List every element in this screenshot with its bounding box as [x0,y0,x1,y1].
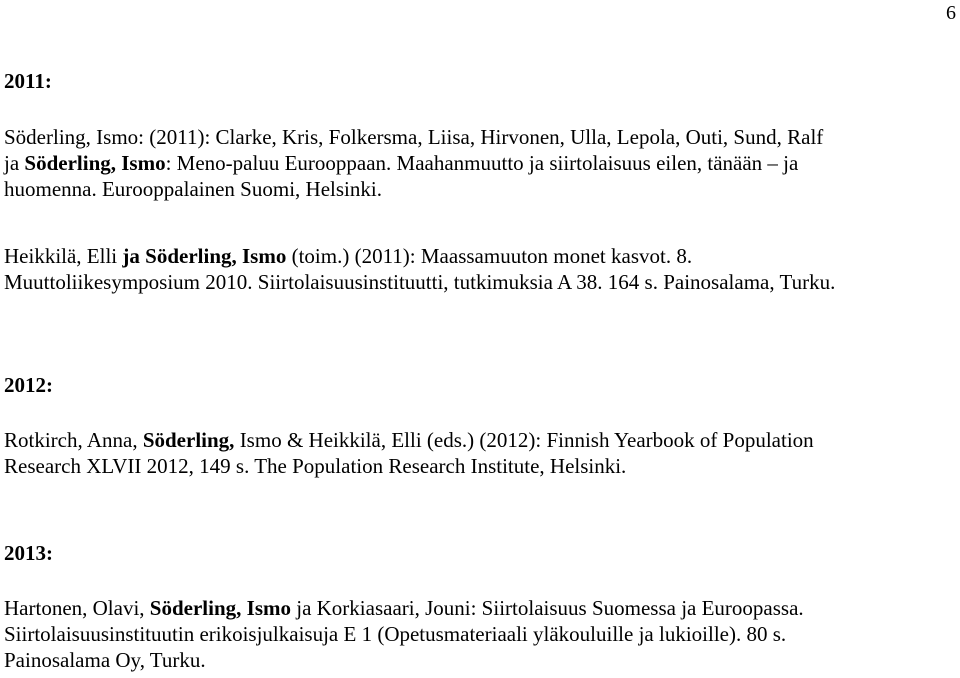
entry-text: Painosalama Oy, Turku. [4,648,206,672]
entry-text: Ismo & Heikkilä, Elli (eds.) (2012): Finnish Yearbook of Population [234,428,814,452]
entry-line [4,150,956,176]
author-name-bold: Söderling, Ismo [24,151,166,175]
bibliography-entry [4,124,956,202]
entry-line [4,595,956,621]
entry-text: : Meno-paluu Eurooppaan. Maahanmuutto ja siirtolaisuus eilen, tänään – ja [165,151,799,175]
bibliography-entry [4,427,956,479]
section-heading-2011: 2011: [4,69,52,93]
page-number: 6 [946,2,956,24]
entry-line [4,243,956,269]
author-name-bold: Söderling, Ismo [149,596,291,620]
entry-text: ja Korkiasaari, Jouni: Siirtolaisuus Suomessa ja Euroopassa. [290,596,804,620]
bibliography-entry [4,595,956,673]
section-heading-2012: 2012: [4,373,53,397]
entry-text: Söderling, Ismo: (2011): Clarke, Kris, Folkersma, Liisa, Hirvonen, Ulla, Lepola, Outi, Sund, Ralf [4,125,824,149]
entry-line [4,647,956,673]
entry-line [4,427,956,453]
bibliography-entry [4,243,956,295]
entry-line [4,453,956,479]
entry-text: Heikkilä, Elli [4,244,123,268]
entry-line [4,176,956,202]
entry-text: Rotkirch, Anna, [4,428,143,452]
entry-text: huomenna. Eurooppalainen Suomi, Helsinki. [4,177,382,201]
entry-line [4,124,956,150]
entry-text: ja [4,151,25,175]
entry-text: Muuttoliikesymposium 2010. Siirtolaisuusinstituutti, tutkimuksia A 38. 164 s. Painosalama, Turku. [4,270,836,294]
section-heading-2013: 2013: [4,541,53,565]
entry-line [4,269,956,295]
entry-line [4,621,956,647]
entry-text: Research XLVII 2012, 149 s. The Population Research Institute, Helsinki. [4,454,627,478]
entry-text: (toim.) (2011): Maassamuuton monet kasvot. 8. [286,244,693,268]
entry-text: Siirtolaisuusinstituutin erikoisjulkaisuja E 1 (Opetusmateriaali yläkouluille ja lukioille). 80 s. [4,622,787,646]
entry-text: Hartonen, Olavi, [4,596,150,620]
author-name-bold: ja Söderling, Ismo [122,244,287,268]
author-name-bold: Söderling, [142,428,235,452]
